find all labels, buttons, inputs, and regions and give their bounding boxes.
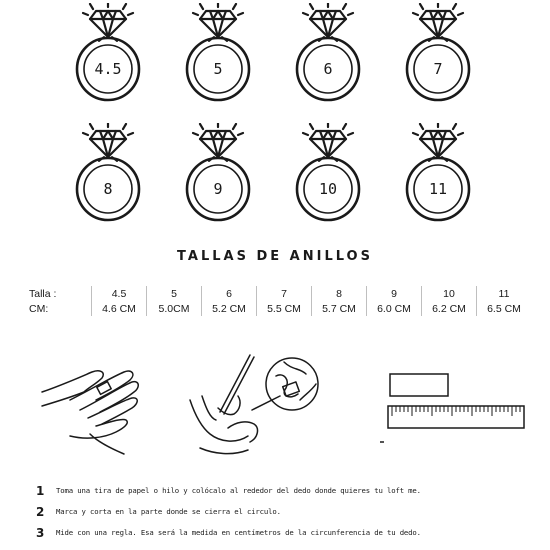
diamond-ring-icon [383,123,493,223]
size-cell: 4.5 [92,286,147,301]
ring-size-6 [273,3,383,123]
ring-size-4-5 [53,3,163,123]
cm-cell: 5.0CM [147,301,202,316]
cm-row-label: CM: [29,302,49,315]
ring-size-7 [383,3,493,123]
size-cell: 6 [202,286,257,301]
ring-size-label: 11 [428,180,448,198]
diamond-ring-icon [163,123,273,223]
ring-size-label: 10 [318,180,338,198]
size-cell: 5 [147,286,202,301]
diamond-ring-icon [53,123,163,223]
size-cell: 9 [367,286,422,301]
ring-size-5 [163,3,273,123]
cm-cell: 4.6 CM [92,301,147,316]
cm-row [25,301,531,316]
diamond-ring-icon [273,123,383,223]
size-cell: 7 [257,286,312,301]
ring-size-11 [383,123,493,243]
size-cell: 10 [422,286,477,301]
hand-wrap-illustration [40,360,150,465]
ruler-illustration [380,370,530,445]
diamond-ring-icon [53,3,163,103]
diamond-ring-icon [273,3,383,103]
ring-size-label: 8 [103,180,113,198]
step-number: 3 [36,526,45,540]
size-row [25,286,531,301]
diamond-ring-icon [383,3,493,103]
cm-cell: 5.7 CM [312,301,367,316]
ring-size-9 [163,123,273,243]
ring-size-8 [53,123,163,243]
size-row-label: Talla : [29,287,57,300]
step-number: 2 [36,505,45,519]
page-title: TALLAS DE ANILLOS [177,249,373,264]
diamond-ring-icon [163,3,273,103]
step-text: Mide con una regla. Esa será la medida en centímetros de la circunferencia de tu dedo. [56,528,421,537]
ring-size-label: 4.5 [94,60,122,78]
step-text: Toma una tira de papel o hilo y colócalo al rededor del dedo donde quieres tu loft me. [56,486,421,495]
cm-cell: 6.0 CM [367,301,422,316]
step-item [36,504,546,525]
cm-cell: 5.2 CM [202,301,257,316]
size-cell: 11 [477,286,532,301]
cm-cell: 6.2 CM [422,301,477,316]
ring-size-label: 6 [323,60,333,78]
instructions-list [36,483,546,546]
cm-cell: 6.5 CM [477,301,532,316]
size-cell: 8 [312,286,367,301]
step-text: Marca y corta en la parte donde se cierra el circulo. [56,507,281,516]
ring-size-10 [273,123,383,243]
step-item [36,483,546,504]
ring-size-label: 7 [433,60,443,78]
step-number: 1 [36,484,45,498]
ring-size-label: 9 [213,180,223,198]
ring-size-label: 5 [213,60,223,78]
step-item [36,525,546,546]
cm-cell: 5.5 CM [257,301,312,316]
cut-mark-illustration [180,350,330,465]
size-table [25,286,531,316]
